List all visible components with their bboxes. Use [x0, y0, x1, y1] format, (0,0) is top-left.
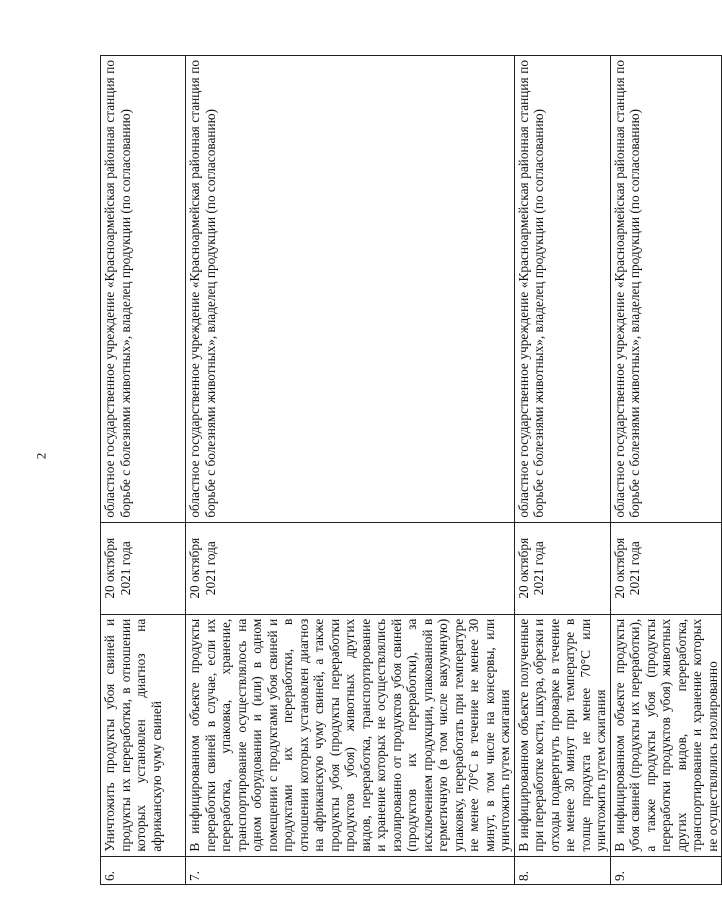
deadline: 20 октября 2021 года [186, 522, 515, 614]
table-row [101, 56, 186, 885]
deadline: 20 октября 2021 года [101, 522, 186, 614]
row-number: 7. [186, 856, 515, 884]
measures-table [100, 55, 722, 885]
measure-description: В инфицированном объекте полученные при переработке кости, шкура, обрезки и отходы подвергнуть проварке в течение не менее 30 минут при температуре в толще продукта не менее 70°C или уничтожить путем сжигания [514, 614, 610, 856]
table-row [186, 56, 515, 885]
responsible-party: областное государственное учреждение «Красноармейская районная станция по борьбе с болезнями животных», владелец продукции (по согласованию) [186, 56, 515, 523]
deadline: 20 октября 2021 года [514, 522, 610, 614]
measures-table-rotated [100, 55, 720, 885]
table-row [514, 56, 610, 885]
row-number: 8. [514, 856, 610, 884]
row-number: 9. [610, 856, 722, 884]
page-number: 2 [33, 452, 49, 460]
measure-description: В инфицированном объекте продукты убоя свиней (продукты их переработки), а также продукты убоя (продукты переработки продуктов убоя) животных других видов, переработка, транспортирование и хранение которых не осуществлялись изолированно [610, 614, 722, 856]
measure-description: В инфицированном объекте продукты переработки свиней в случае, если их переработка, упаковка, хранение, транспортирование осуществлялось на одном оборудовании и (или) в одном помещении с продуктами убоя свиней и продуктами их переработки, в отношении которых установлен диагноз на африканскую чуму свиней, а также продукты убоя (продукты переработки продуктов убоя) животных других видов, переработка, транспортирование и хранение которых не осуществлялись изолированно от продуктов убоя свиней (продуктов их переработки), за исключением продукции, упакованной в герметичную (в том числе вакуумную) упаковку, переработать при температуре не менее 70°C в течение не менее 30 минут, в том числе на консервы, или уничтожить путем сжигания [186, 614, 515, 856]
table-row [610, 56, 722, 885]
row-number: 6. [101, 856, 186, 884]
measure-description: Уничтожить продукты убоя свиней и продукты их переработки, в отношении которых установлен диагноз на африканскую чуму свиней [101, 614, 186, 856]
responsible-party: областное государственное учреждение «Красноармейская районная станция по борьбе с болезнями животных», владелец продукции (по согласованию) [514, 56, 610, 523]
responsible-party: областное государственное учреждение «Красноармейская районная станция по борьбе с болезнями животных», владелец продукции (по согласованию) [610, 56, 722, 523]
deadline: 20 октября 2021 года [610, 522, 722, 614]
responsible-party: областное государственное учреждение «Красноармейская районная станция по борьбе с болезнями животных», владелец продукции (по согласованию) [101, 56, 186, 523]
